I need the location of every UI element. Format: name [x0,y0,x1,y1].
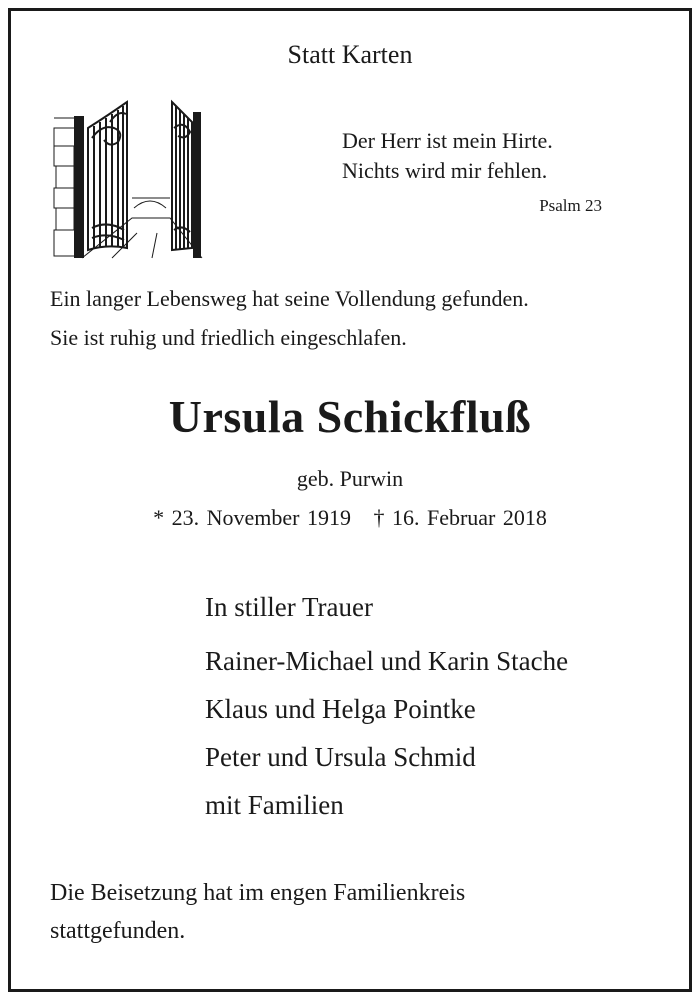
mourners-heading: In stiller Trauer [205,592,373,622]
verse-line-1: Der Herr ist mein Hirte. [342,128,553,153]
life-dates [0,505,700,531]
funeral-notice-line-2: stattgefunden. [50,918,186,944]
birth-name: geb. Purwin [296,466,404,491]
funeral-notice-line-1: Die Beisetzung hat im engen Familienkreis [50,880,466,906]
mourner-name: Peter und Ursula Schmid [205,742,476,772]
mourner-name: Rainer-Michael und Karin Stache [205,646,569,676]
verse-line-2: Nichts wird mir fehlen. [342,158,548,183]
open-garden-gate-icon [52,98,207,263]
intro-line-1: Ein langer Lebensweg hat seine Vollendung gefunden. [50,286,529,311]
deceased-name: Ursula Schickfluß [168,391,532,442]
header-title: Statt Karten [287,40,413,69]
verse-reference: Psalm 23 [539,196,602,215]
mourner-name: Klaus und Helga Pointke [205,694,476,724]
intro-line-2: Sie ist ruhig und friedlich eingeschlafen. [50,325,407,350]
life-dates-text: * 23. November 1919 † 16. Februar 2018 [153,505,547,530]
mourner-families: mit Familien [205,790,344,820]
